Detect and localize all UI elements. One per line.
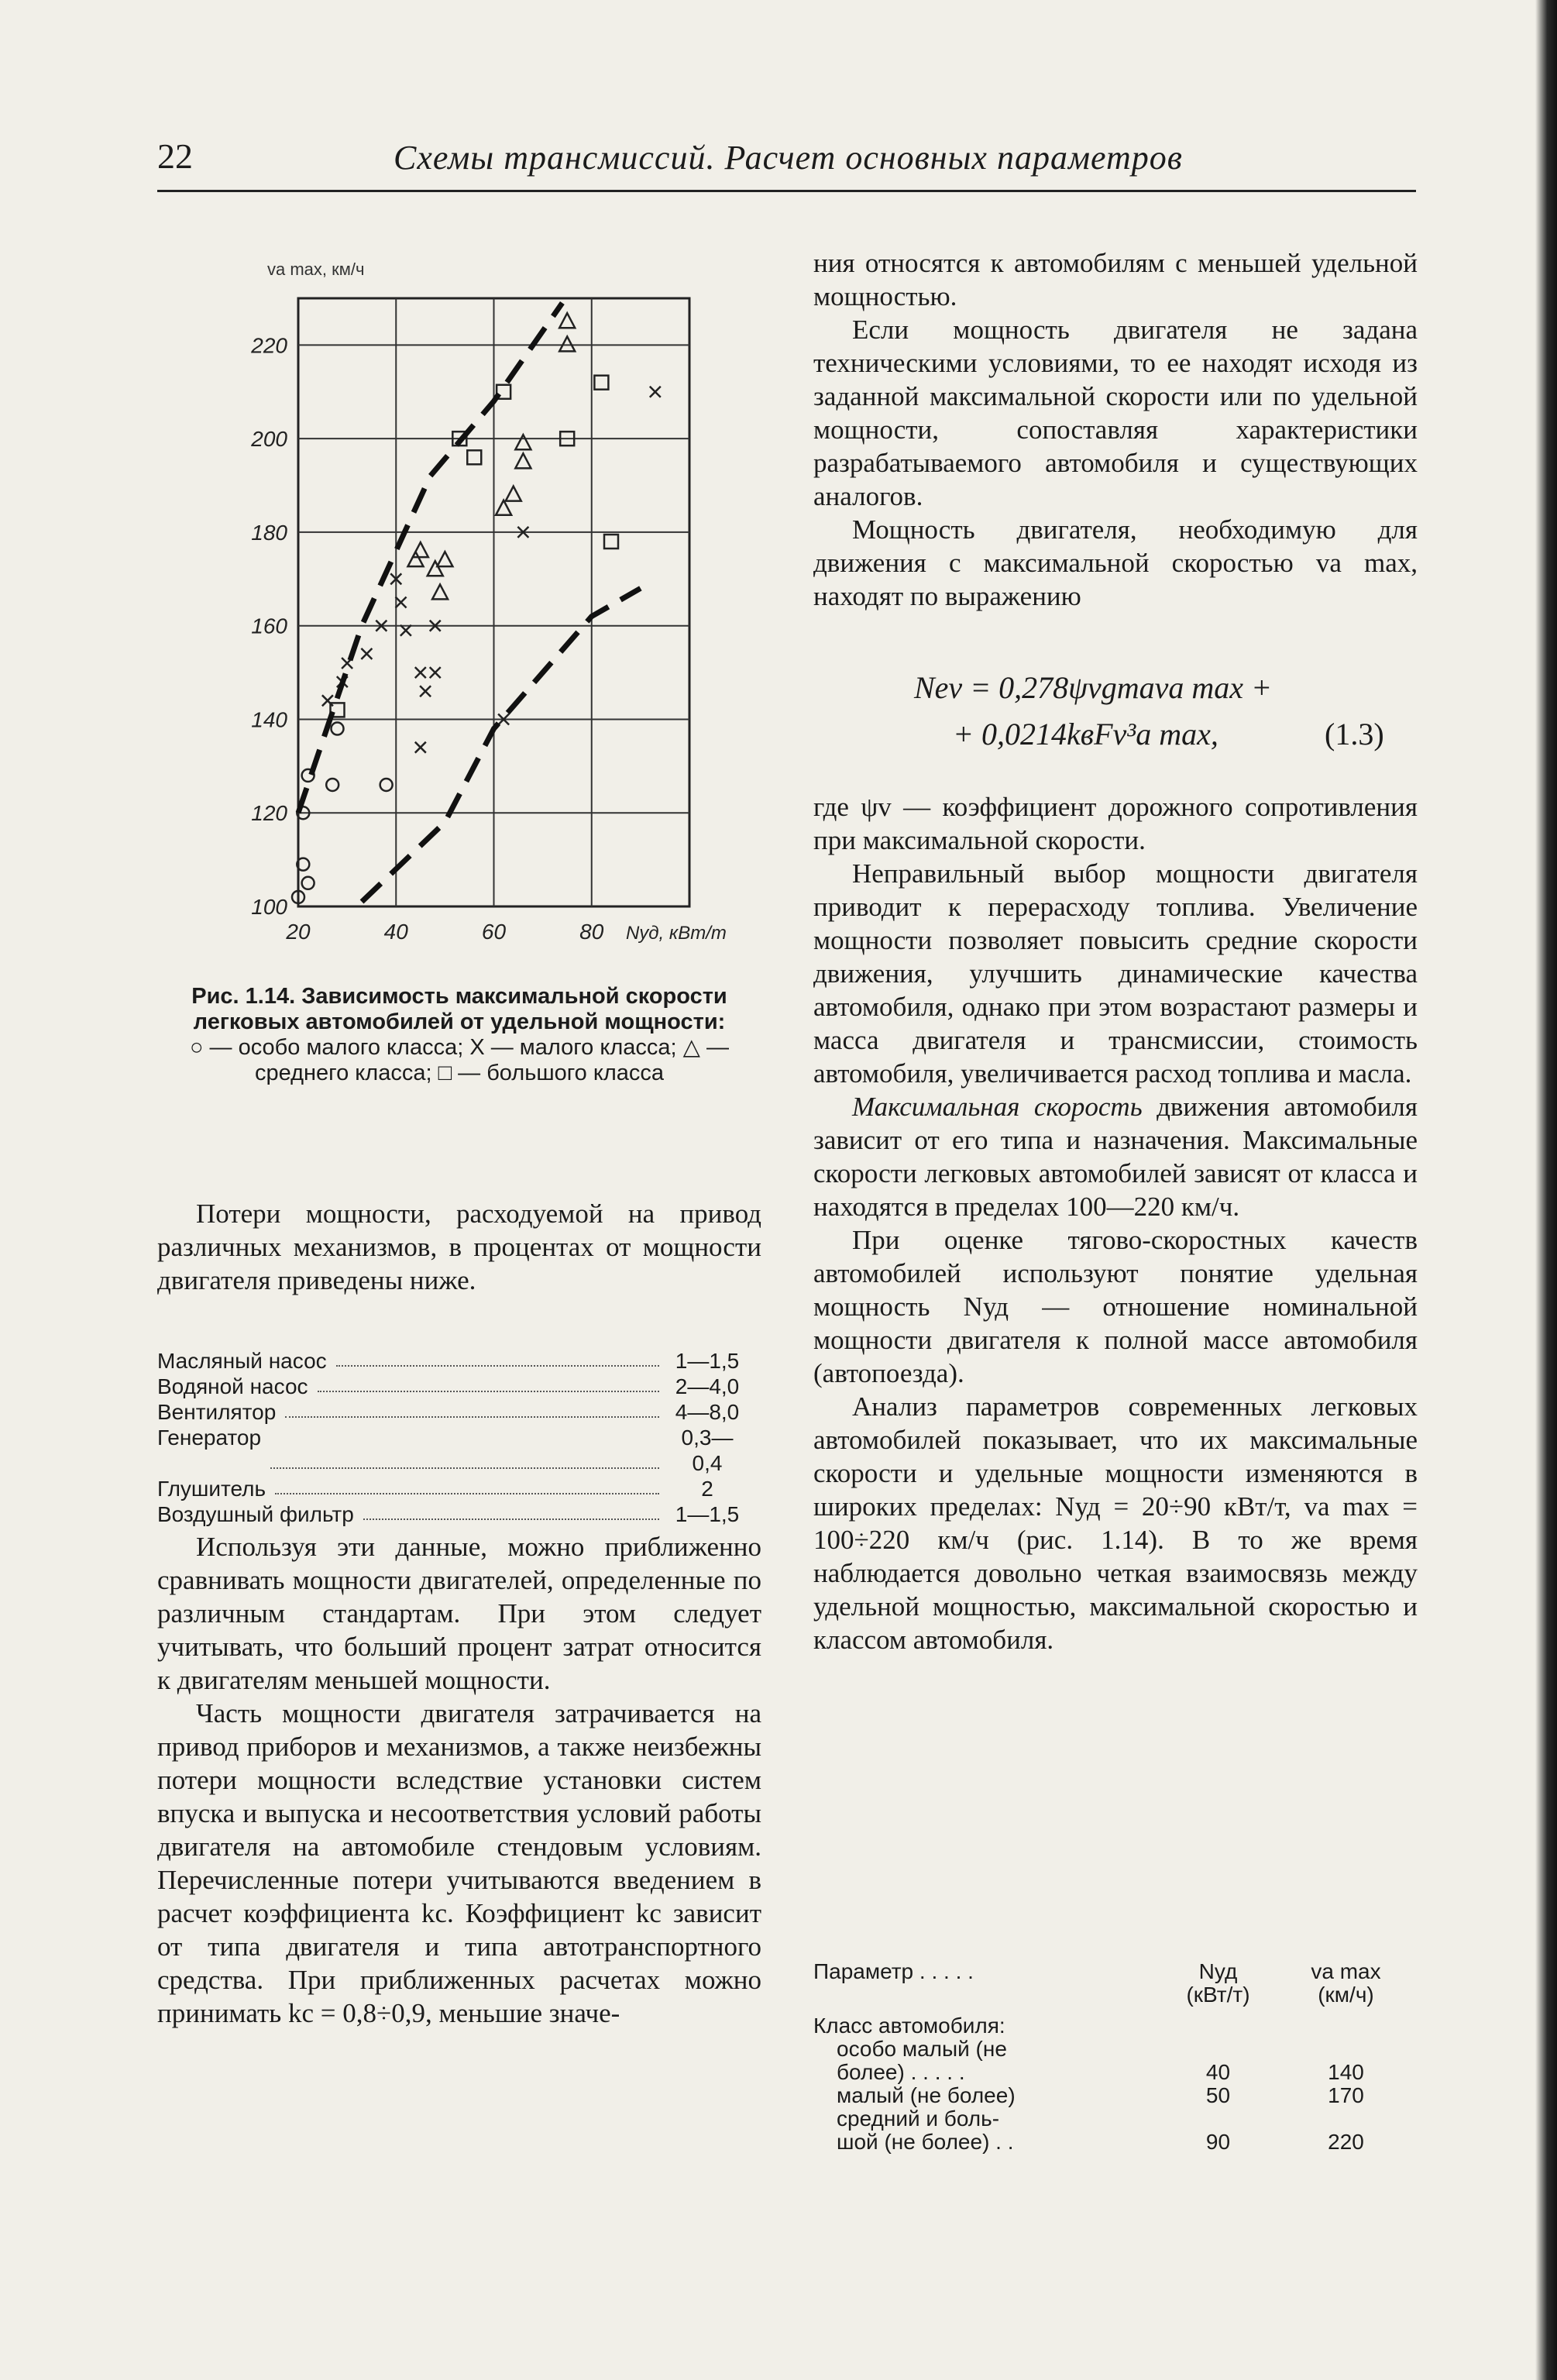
y-tick-label: 160: [251, 614, 287, 638]
left-column-bottom: [157, 1530, 761, 2030]
point-square: [467, 450, 481, 464]
paragraph: где ψv — коэффициент дорожного сопротивления при максимальной скорости.: [813, 792, 1418, 855]
row-label: средний и боль-: [837, 2107, 1000, 2131]
paragraph: Если мощность двигателя не задана техническими условиями, то ее находят исходя из заданной максимальной скорости или по удельной мощности, сопоставляя характеристики разрабатываемого автомобиля и существующих аналогов.: [813, 315, 1418, 511]
formula-line: Nev = 0,278ψvgmava max +: [914, 670, 1273, 705]
x-axis-label: Nуд, кВт/т: [625, 923, 727, 944]
point-triangle: [515, 435, 531, 449]
y-tick-label: 220: [251, 333, 287, 358]
point-triangle: [496, 500, 511, 515]
point-circle: [302, 877, 314, 889]
table-row: [813, 2084, 1425, 2107]
header-text: Nуд: [1198, 1959, 1238, 1983]
paragraph-text: движения автомобиля зависит от его типа и назначения. Максимальные скорости легковых автомобилей зависят от класса и находятся в пределах 100—220 км/ч.: [813, 1092, 1418, 1222]
table-row: [157, 1374, 746, 1399]
speed-power-chart: [225, 256, 736, 953]
row-label: особо малый (не: [837, 2037, 1007, 2061]
point-x: [396, 597, 407, 608]
loss-name: Вентилятор: [157, 1400, 277, 1424]
paragraph: Часть мощности двигателя затрачивается на привод приборов и механизмов, а также неизбежны потери мощности вследствие установки систем впуска и выпуска и несоответствия условий работы двигателя на автомобиле стендовым условиям. Перечисленные потери учитываются введением в расчет коэффициента kс. Коэффициент kс зависит от типа двигателя и типа автотранспортного средства. При приближенных расчетах можно принимать kс = 0,8÷0,9, меньшие значе-: [157, 1698, 761, 2028]
point-triangle: [432, 584, 448, 599]
table-row: [813, 2107, 1425, 2131]
point-circle: [380, 779, 393, 791]
header-cell: [1282, 1960, 1410, 2007]
table-row: [157, 1348, 746, 1374]
loss-name: Глушитель: [157, 1477, 266, 1501]
point-x: [415, 742, 426, 753]
right-column-top: [813, 246, 1418, 613]
y-tick-label: 200: [251, 427, 287, 452]
row-label: шой (не более) . .: [837, 2130, 1014, 2154]
y-tick-label: 180: [251, 520, 287, 545]
page-number: 22: [157, 136, 193, 176]
page-edge-shadow: [1535, 0, 1557, 2380]
point-x: [650, 387, 661, 397]
point-triangle: [428, 561, 443, 576]
cell: 140: [1328, 2060, 1364, 2084]
header-rule: [157, 190, 1416, 192]
loss-name: Водяной насос: [157, 1374, 308, 1398]
header-text: (км/ч): [1318, 1983, 1374, 2007]
x-tick-label: 60: [481, 920, 507, 944]
losses-table: [157, 1348, 746, 1527]
trend-line: [362, 588, 641, 902]
right-column-bottom: [813, 790, 1418, 1656]
caption-title: Рис. 1.14. Зависимость максимальной скорости легковых автомобилей от удельной мощности:: [191, 984, 727, 1034]
point-x: [361, 648, 372, 659]
y-tick-label: 120: [251, 801, 287, 826]
table-row: [813, 2038, 1425, 2061]
point-circle: [326, 779, 339, 791]
point-x: [322, 695, 333, 706]
group-label: Класс автомобиля:: [813, 2014, 1005, 2038]
trend-line: [298, 303, 562, 813]
loss-name: Масляный насос: [157, 1349, 327, 1373]
point-square: [604, 535, 618, 549]
cell: 40: [1205, 2060, 1231, 2084]
paragraph: [813, 1090, 1418, 1223]
table-row: [813, 2131, 1425, 2154]
loss-name: Генератор: [157, 1426, 262, 1450]
formula-1-3: [813, 665, 1425, 758]
running-title: Схемы трансмиссий. Расчет основных параметров: [394, 139, 1183, 177]
point-circle: [332, 723, 344, 735]
point-x: [430, 667, 441, 678]
header-text: va max: [1311, 1959, 1381, 1983]
cell: 50: [1205, 2083, 1231, 2107]
point-x: [415, 667, 426, 678]
point-x: [400, 625, 411, 636]
paragraph: Потери мощности, расходуемой на привод различных механизмов, в процентах от мощности двигателя приведены ниже.: [157, 1199, 761, 1295]
paragraph: Анализ параметров современных легковых автомобилей показывает, что их максимальные скорости и удельные мощности изменяются в широких пределах: Nуд = 20÷90 кВт/т, va max = 100÷220 км/ч (рис. 1.14). В то же время наблюдается довольно четкая взаимосвязь между удельной мощностью, максимальной скоростью и классом автомобиля.: [813, 1391, 1418, 1655]
table-row: [813, 2061, 1425, 2084]
cell: 170: [1328, 2083, 1364, 2107]
loss-name: Воздушный фильтр: [157, 1502, 354, 1526]
point-triangle: [559, 336, 575, 351]
point-square: [594, 376, 608, 390]
parameter-table: [813, 1960, 1425, 2154]
header-cell: Параметр . . . . .: [813, 1959, 974, 1983]
cell: 90: [1205, 2130, 1231, 2154]
table-row: [157, 1425, 746, 1476]
loss-value: 2—4,0: [675, 1374, 740, 1398]
table-row: [157, 1399, 746, 1425]
x-tick-label: 40: [383, 920, 408, 944]
header-text: (кВт/т): [1186, 1983, 1250, 2007]
loss-value: 1—1,5: [675, 1349, 740, 1373]
header-cell: [1154, 1960, 1282, 2007]
y-axis-label: va max, км/ч: [267, 260, 365, 279]
italic-term: Максимальная скорость: [852, 1092, 1143, 1122]
y-tick-label: 140: [251, 707, 287, 732]
row-label: более) . . . . .: [837, 2060, 965, 2084]
paragraph: Неправильный выбор мощности двигателя приводит к перерасходу топлива. Увеличение мощности позволяет повысить средние скорости движения, улучшить динамические качества автомобиля, однако при этом возрастают размеры и масса двигателя и трансмиссии, стоимость автомобиля, увеличивается расход топлива и масла.: [813, 858, 1418, 1089]
left-column-top: [157, 1197, 761, 1297]
point-triangle: [413, 542, 428, 557]
point-triangle: [559, 313, 575, 328]
row-label: малый (не более): [837, 2083, 1016, 2107]
paragraph: При оценке тягово-скоростных качеств автомобилей используют понятие удельная мощность Nуд — отношение номинальной мощности двигателя к полной массе автомобиля (автопоезда).: [813, 1225, 1418, 1388]
table-row: [813, 2014, 1425, 2038]
cell: 220: [1328, 2130, 1364, 2154]
loss-value: 4—8,0: [675, 1400, 740, 1424]
table-row: [157, 1501, 746, 1527]
table-row: [157, 1476, 746, 1501]
figure-caption: [157, 984, 761, 1086]
formula-number: (1.3): [1325, 717, 1384, 751]
loss-value: 1—1,5: [675, 1502, 740, 1526]
y-tick-label: 100: [251, 895, 287, 919]
point-x: [420, 686, 431, 696]
formula-line: + 0,0214kвFv³a max,: [953, 717, 1218, 751]
paragraph: Мощность двигателя, необходимую для движения с максимальной скоростью va max, находят по выражению: [813, 514, 1418, 611]
point-triangle: [515, 453, 531, 468]
loss-value: 2: [701, 1477, 713, 1501]
point-triangle: [437, 552, 452, 566]
paragraph: Используя эти данные, можно приближенно сравнивать мощности двигателей, определенные по различным стандартам. При этом следует учитывать, что больший процент затрат относится к двигателям меньшей мощности.: [157, 1532, 761, 1695]
x-tick-label: 20: [286, 920, 311, 944]
point-triangle: [408, 552, 424, 566]
table-header: [813, 1960, 1425, 2007]
x-tick-label: 80: [579, 920, 604, 944]
point-triangle: [506, 487, 521, 501]
paragraph: ния относятся к автомобилям с меньшей удельной мощностью.: [813, 248, 1418, 311]
loss-value: 0,3—0,4: [681, 1426, 734, 1475]
caption-legend: ○ — особо малого класса; X — малого класса; △ — среднего класса; □ — большого класса: [189, 1035, 730, 1085]
